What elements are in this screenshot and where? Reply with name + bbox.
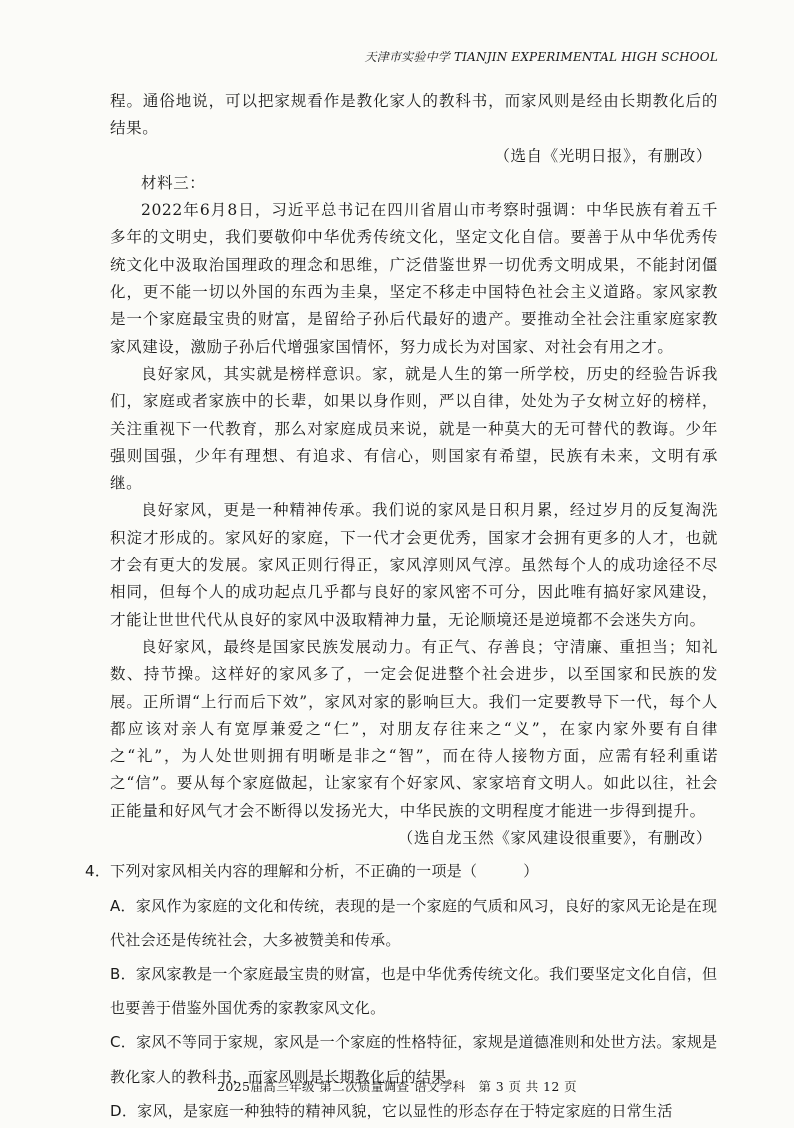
document-body — [85, 88, 718, 1128]
option-b: B．家风家教是一个家庭最宝贵的财富，也是中华优秀传统文化。我们要坚定文化自信，但也要善于借鉴外国优秀的家教家风文化。 — [110, 964, 718, 1018]
source-citation-2: （选自龙玉然《家风建设很重要》，有删改） — [397, 829, 712, 848]
material-3-paragraph-4: 良好家风，最终是国家民族发展动力。有正气、存善良；守清廉、重担当；知礼数、持节操。这样好的家风多了，一定会促进整个社会进步，以至国家和民族的发展。正所谓“上行而后下效”，家风对家的影响巨大。我们一定要教导下一代，每个人都应该对亲人有宽厚兼爱之“仁”，对朋友存往来之“义”，在家内家外要有自律之“礼”，为人处世则拥有明晰是非之“智”，而在待人接物方面，应需有轻利重诺之“信”。要从每个家庭做起，让家家有个好家风、家家培育文明人。如此以往，社会正能量和好风气才会不断得以发扬光大，中华民族的文明程度才能进一步得到提升。 — [110, 637, 718, 820]
material-3-label: 材料三： — [141, 173, 206, 192]
source-citation-1: （选自《光明日报》，有删改） — [494, 146, 712, 165]
material-3-paragraph-2: 良好家风，其实就是榜样意识。家，就是人生的第一所学校，历史的经验告诉我们，家庭或者家族中的长辈，如果以身作则，严以自律，处处为子女树立好的榜样，关注重视下一代教育，那么对家庭成员来说，就是一种莫大的无可替代的教诲。少年强则国强，少年有理想、有追求、有信心，则国家有希望，民族有未来，文明有承继。 — [110, 364, 718, 493]
continued-paragraph: 程。通俗地说，可以把家规看作是教化家人的教科书，而家风则是经由长期教化后的结果。 — [110, 92, 718, 138]
question-title: 4．下列对家风相关内容的理解和分析，不正确的一项是（ ） — [85, 862, 539, 881]
material-3-paragraph-3: 良好家风，更是一种精神传承。我们说的家风是日积月累，经过岁月的反复淘洗积淀才形成的。家风好的家庭，下一代才会更优秀，国家才会拥有更多的人才，也就才会有更大的发展。家风正则行得正，家风淳则风气淳。虽然每个人的成功途径不尽相同，但每个人的成功起点几乎都与良好的家风密不可分，因此唯有搞好家风建设，才能让世世代代从良好的家风中汲取精神力量，无论顺境还是逆境都不会迷失方向。 — [110, 501, 718, 629]
school-header: 天津市实验中学 TIANJIN EXPERIMENTAL HIGH SCHOOL — [364, 50, 718, 64]
option-d: D．家风，是家庭一种独特的精神风貌，它以显性的形态存在于特定家庭的日常生活 — [110, 1101, 673, 1120]
material-3-paragraph-1: 2022年6月8日，习近平总书记在四川省眉山市考察时强调：中华民族有着五千多年的文明史，我们要敬仰中华优秀传统文化，坚定文化自信。要善于从中华优秀传统文化中汲取治国理政的理念和思维，广泛借鉴世界一切优秀文明成果，不能封闭僵化，更不能一切以外国的东西为圭臬，坚定不移走中国特色社会主义道路。家风家教是一个家庭最宝贵的财富，是留给子孙后代最好的遗产。要推动全社会注重家庭家教家风建设，激励子孙后代增强家国情怀，努力成长为对国家、对社会有用之才。 — [110, 201, 718, 356]
page-footer: 2025届高三年级 第二次质量调查 语文学科 第 3 页 共 12 页 — [217, 1079, 577, 1094]
option-c: C．家风不等同于家规，家风是一个家庭的性格特征，家规是道德准则和处世方法。家规是教化家人的教科书，而家风则是长期教化后的结果。 — [110, 1033, 718, 1086]
option-a: A．家风作为家庭的文化和传统，表现的是一个家庭的气质和风习，良好的家风无论是在现代社会还是传统社会，大多被赞美和传承。 — [110, 896, 718, 949]
